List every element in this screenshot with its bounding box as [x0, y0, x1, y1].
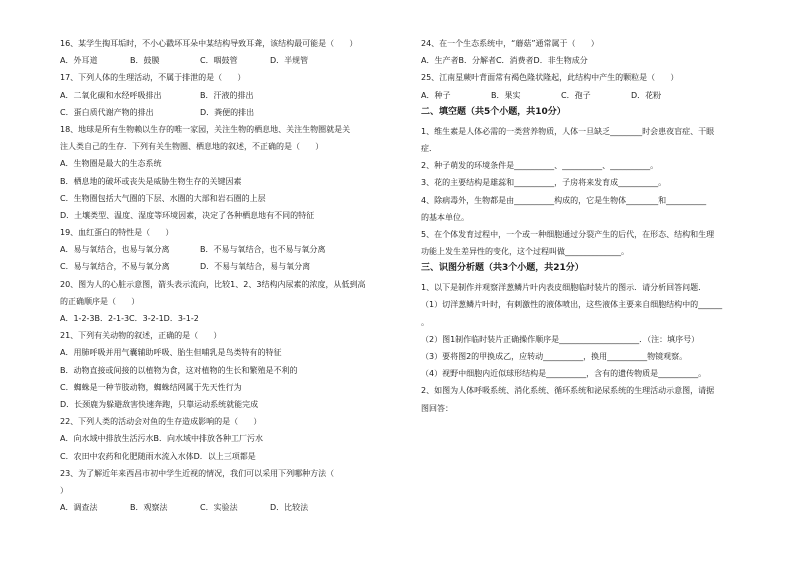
option-c: C．蛋白质代谢产物的排出 — [60, 107, 154, 117]
option-a: A．二氧化碳和水经呼吸排出 — [60, 90, 162, 100]
question-17-options-row2 — [60, 107, 380, 118]
option-a: A．易与氧结合，也易与氧分离 — [60, 245, 170, 255]
section-3-heading: 三、识图分析题（共3个小题，共21分） — [421, 263, 584, 274]
option-a: A．种子 — [421, 90, 451, 100]
fill-blank-1-line2: 症． — [421, 143, 437, 153]
question-23-options — [60, 502, 380, 513]
figure-question-1-part3: （3）要将图2的甲换成乙，应转动__________，换用__________物镜观察。 — [421, 352, 688, 361]
question-19-options-row2 — [60, 261, 380, 272]
right-column — [421, 38, 741, 420]
question-23-stem-line2: ） — [60, 485, 68, 495]
question-22-options-row2: C．农田中农药和化肥随雨水流入水体D．以上三项都是 — [60, 451, 256, 461]
question-16-stem: 16、某学生掏耳垢时，不小心戳坏耳朵中某结构导致耳聋，该结构最可能是（ ） — [60, 39, 358, 48]
question-16-options — [60, 55, 380, 66]
option-c: C．咽鼓管 — [200, 56, 238, 66]
figure-question-1-part1-line2: 。 — [421, 317, 429, 327]
fill-blank-4-line1: 4、除病毒外，生物都是由__________构成的，它是生物体________和__________ — [421, 195, 707, 205]
option-b: B．动物直接或间接的以植物为食，这对植物的生长和繁殖是不利的 — [60, 365, 298, 375]
option-d: D．不易与氧结合，易与氧分离 — [200, 262, 311, 272]
option-c: C．蜘蛛是一种节肢动物，蜘蛛结网属于先天性行为 — [60, 382, 242, 392]
question-21-stem: 21、下列有关动物的叙述，正确的是（ ） — [60, 331, 222, 341]
question-17-stem: 17、下列人体的生理活动，不属于排泄的是（ ） — [60, 73, 246, 83]
figure-question-2-line1: 2、如图为人体呼吸系统、消化系统、循环系统和泌尿系统的生理活动示意图，请据 — [421, 386, 715, 396]
option-d: D．长颈鹿为躲避敌害快速奔跑，只靠运动系统就能完成 — [60, 399, 259, 409]
option-b: B．鼓膜 — [130, 56, 160, 66]
option-b: B．栖息地的破坏或丧失是威胁生物生存的关键因素 — [60, 176, 242, 186]
question-22-options-row1: A．向水域中排放生活污水B．向水域中排放各种工厂污水 — [60, 434, 263, 444]
fill-blank-5-line1: 5、在个体发育过程中，一个或一种细胞通过分裂产生的后代，在形态、结构和生理 — [421, 229, 715, 239]
figure-question-1-part4: （4）视野中细胞内近似球形结构是__________，含有的遗传物质是__________。 — [421, 369, 707, 379]
option-d: D．土壤类型、温度、湿度等环境因素，决定了各种栖息地有不同的特征 — [60, 210, 315, 220]
question-20-options: A．1-2-3B．2-1-3C．3-2-1D．3-1-2 — [60, 314, 199, 323]
option-c: C．实验法 — [200, 503, 238, 513]
option-a: A．调查法 — [60, 503, 98, 513]
option-c: C．生物圈包括大气圈的下层、水圈的大部和岩石圈的上层 — [60, 193, 266, 203]
question-25-options — [421, 90, 741, 101]
question-25-stem: 25、江南星蕨叶背面常有褐色隆状隆起，此结构中产生的颗粒是（ ） — [421, 73, 679, 83]
question-22-stem: 22、下列人类的活动会对鱼的生存造成影响的是（ ） — [60, 417, 262, 427]
figure-question-1-part2: （2）图1制作临时装片正确操作顺序是____________________．（注：填序号） — [421, 334, 700, 344]
option-c: C．孢子 — [561, 90, 591, 100]
option-d: D．比较法 — [270, 503, 309, 513]
option-b: B．不易与氧结合，也不易与氧分离 — [200, 245, 326, 255]
question-24-stem: 24、在一个生态系统中，“蘑菇”通常属于（ ） — [421, 39, 599, 48]
question-18-stem-line2: 注人类自己的生存．下列有关生物圈、栖息地的叙述，不正确的是（ ） — [60, 142, 324, 152]
left-column — [60, 38, 380, 519]
option-a: A．生物圈是最大的生态系统 — [60, 159, 162, 169]
question-20-stem-line1: 20、图为人的心脏示意图，箭头表示流向，比较1、2、3结构内尿素的浓度，从低到高 — [60, 279, 366, 289]
question-19-options-row1 — [60, 244, 380, 255]
option-d: D．花粉 — [631, 90, 662, 100]
fill-blank-1-line1: 1、维生素是人体必需的一类营养物质，人体一旦缺乏________时会患夜盲症、干眼 — [421, 126, 715, 136]
option-a: A．用肺呼吸并用气囊辅助呼吸、胎生但哺乳是鸟类特有的特征 — [60, 348, 282, 358]
option-b: B．果实 — [491, 90, 521, 100]
option-d: D．粪便的排出 — [200, 107, 255, 117]
fill-blank-3: 3、花的主要结构是雄蕊和__________，子房将来发育成__________。 — [421, 178, 667, 188]
option-b: B．观察法 — [130, 503, 168, 513]
question-17-options-row1 — [60, 90, 380, 101]
option-c: C．易与氧结合，不易与氧分离 — [60, 262, 170, 272]
figure-question-1-part1-line1: （1）切洋葱鳞片叶时，有刺激性的液体喷出，这些液体主要来自细胞结构中的______ — [421, 300, 723, 310]
option-a: A．外耳道 — [60, 56, 98, 66]
question-19-stem: 19、血红蛋白的特性是（ ） — [60, 228, 174, 238]
question-23-stem-line1: 23、为了解近年来西昌市初中学生近视的情况，我们可以采用下列哪种方法（ — [60, 468, 335, 478]
figure-question-2-line2: 图回答： — [421, 403, 453, 413]
fill-blank-2: 2、种子萌发的环境条件是__________、__________、__________。 — [421, 161, 659, 171]
figure-question-1-intro: 1、以下是制作并观察洋葱鳞片叶内表皮细胞临时装片的图示．请分析回答问题． — [421, 283, 707, 293]
fill-blank-5-line2: 功能上发生差异性的变化，这个过程叫做______________。 — [421, 247, 629, 257]
fill-blank-4-line2: 的基本单位。 — [421, 212, 469, 222]
option-d: D．半规管 — [270, 56, 309, 66]
option-b: B．汗液的排出 — [200, 90, 254, 100]
question-20-stem-line2: 的正确顺序是（ ） — [60, 296, 140, 306]
section-2-heading: 二、填空题（共5个小题，共10分） — [421, 106, 566, 117]
question-18-stem-line1: 18、地球是所有生物赖以生存的唯一家园，关注生物的栖息地、关注生物圈就是关 — [60, 124, 351, 134]
question-24-options: A．生产者B．分解者C．消费者D．非生物成分 — [421, 56, 588, 66]
